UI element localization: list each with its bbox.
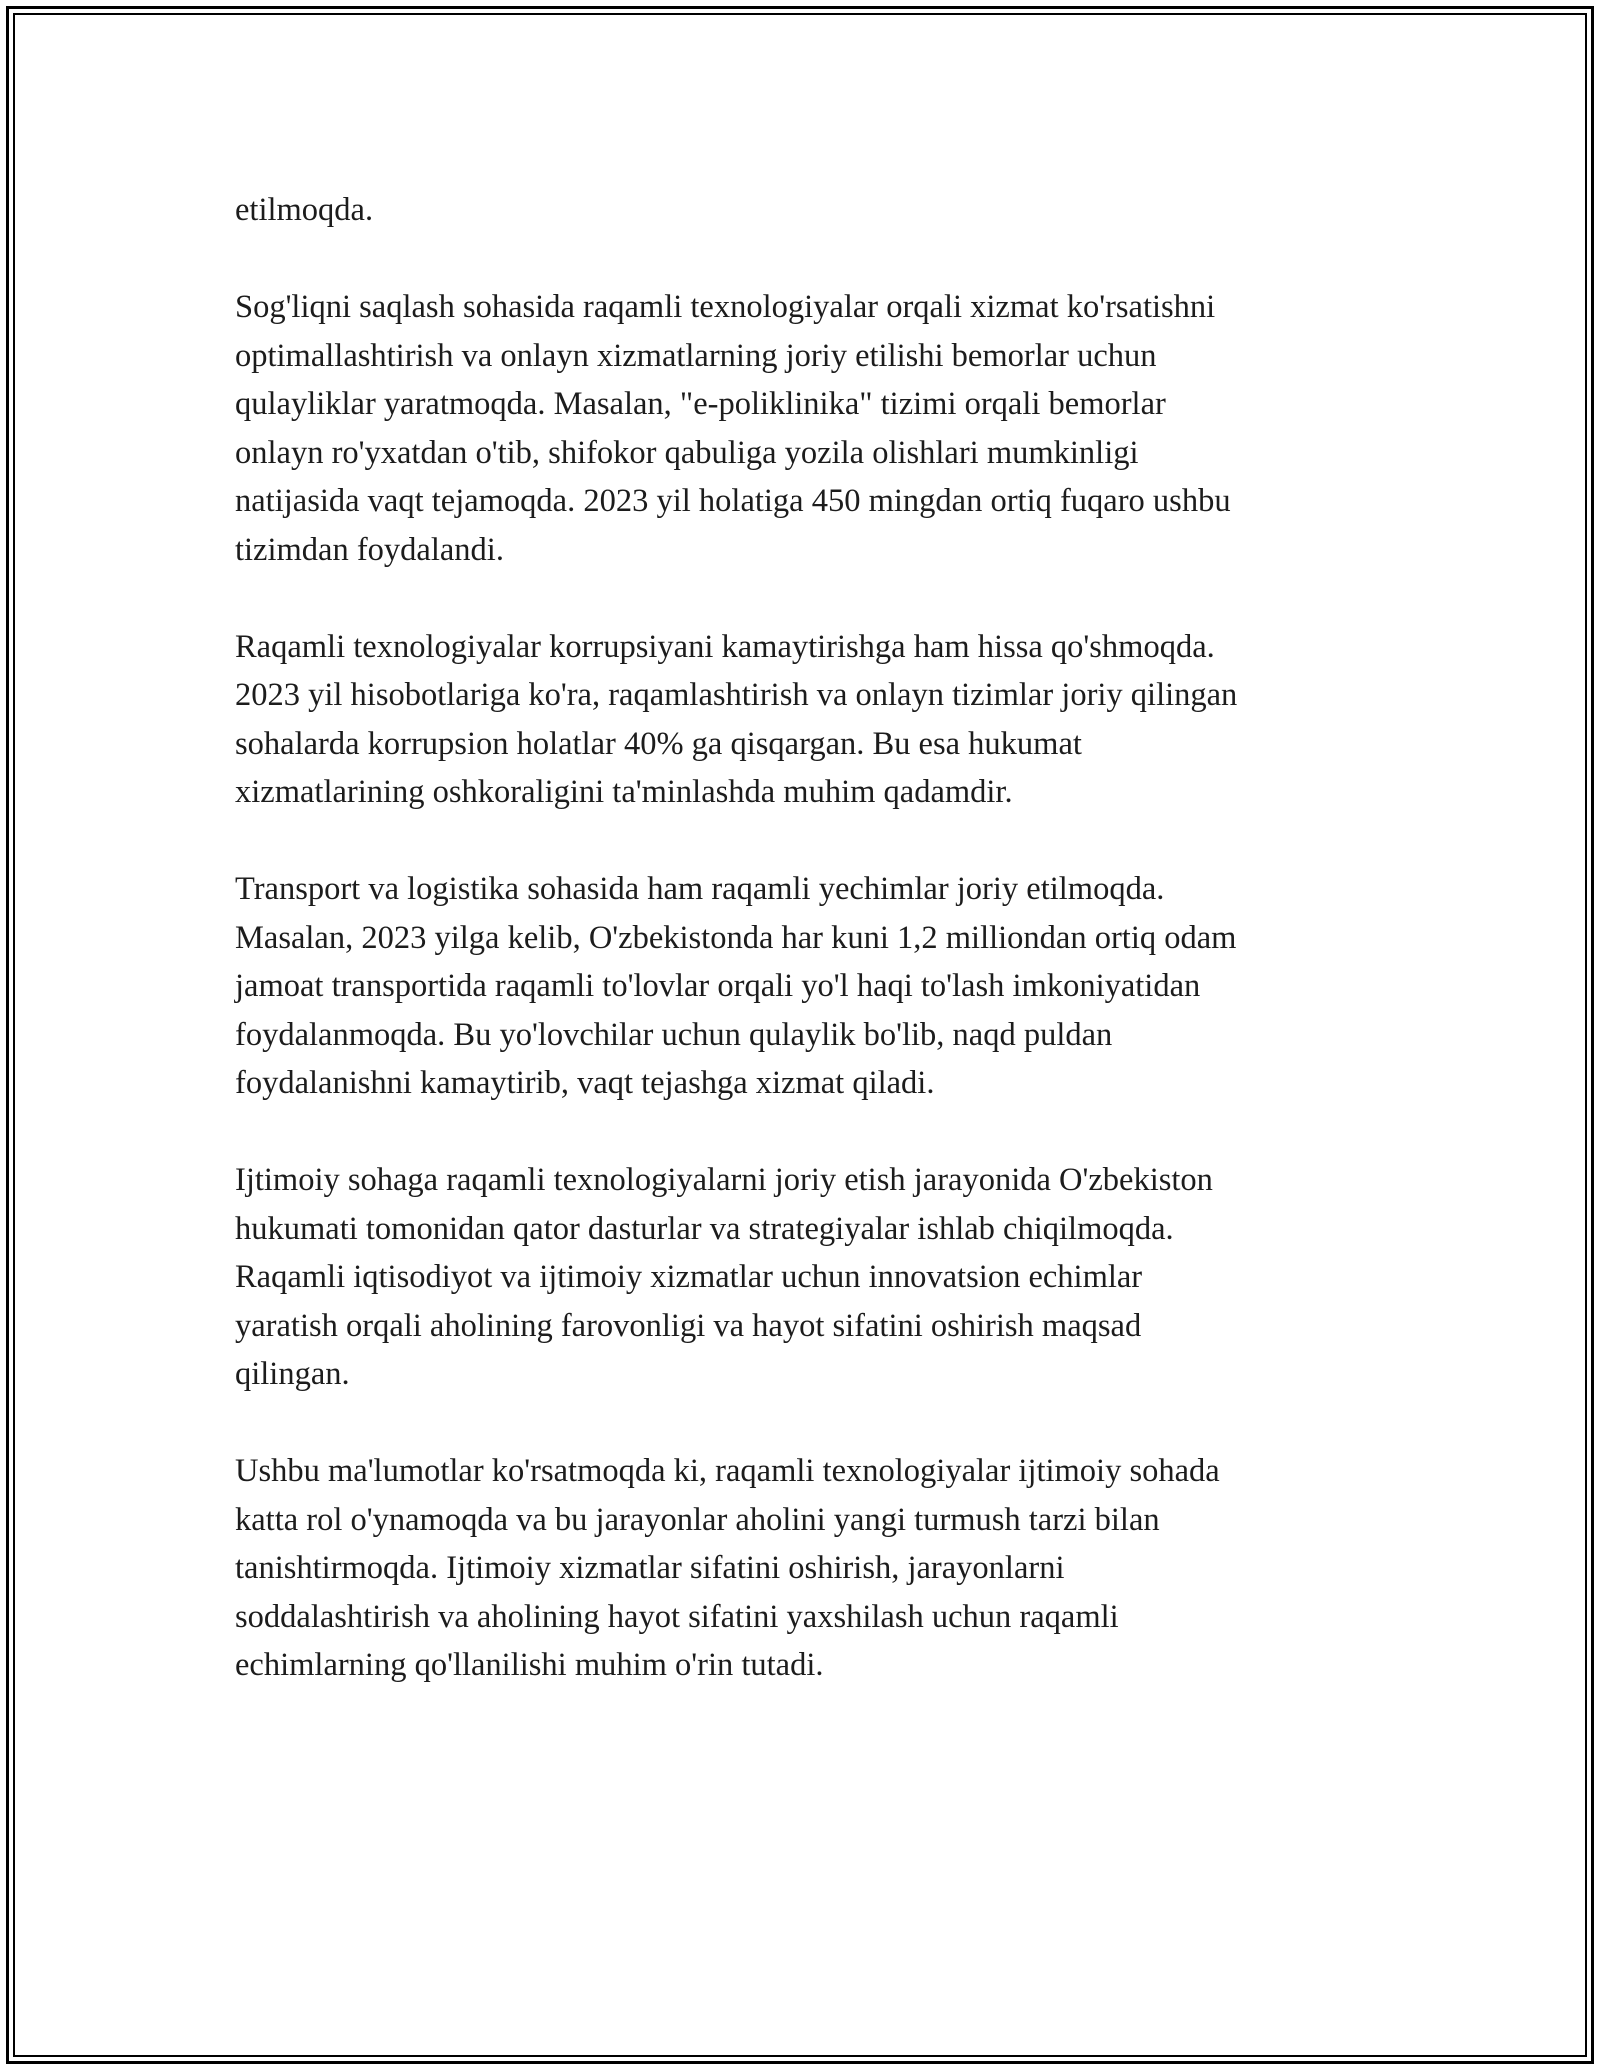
text-line: qilingan. bbox=[235, 1356, 350, 1392]
paragraph bbox=[235, 865, 1385, 1108]
text-line: Raqamli texnologiyalar korrupsiyani kamaytirishga ham hissa qo'shmoqda. bbox=[235, 628, 1215, 665]
text-line: onlayn ro'yxatdan o'tib, shifokor qabuliga yozila olishlari mumkinligi bbox=[235, 434, 1139, 471]
paragraph bbox=[235, 1447, 1385, 1690]
text-line: yaratish orqali aholining farovonligi va hayot sifatini oshirish maqsad bbox=[235, 1307, 1142, 1344]
paragraph bbox=[235, 186, 1385, 235]
paragraph bbox=[235, 623, 1385, 817]
document-body bbox=[235, 186, 1385, 1738]
text-line: 2023 yil hisobotlariga ko'ra, raqamlashtirish va onlayn tizimlar joriy qilingan bbox=[235, 677, 1238, 713]
text-line: foydalanishni kamaytirib, vaqt tejashga xizmat qiladi. bbox=[235, 1065, 935, 1101]
text-line: foydalanmoqda. Bu yo'lovchilar uchun qulaylik bo'lib, naqd puldan bbox=[235, 1016, 1113, 1053]
text-line: Masalan, 2023 yilga kelib, O'zbekistonda har kuni 1,2 milliondan ortiq odam bbox=[235, 919, 1237, 956]
paragraph bbox=[235, 1156, 1385, 1399]
text-line: natijasida vaqt tejamoqda. 2023 yil holatiga 450 mingdan ortiq fuqaro ushbu bbox=[235, 483, 1231, 519]
text-line: soddalashtirish va aholining hayot sifatini yaxshilash uchun raqamli bbox=[235, 1598, 1119, 1635]
paragraph bbox=[235, 283, 1385, 574]
text-line: hukumati tomonidan qator dasturlar va strategiyalar ishlab chiqilmoqda. bbox=[235, 1210, 1174, 1247]
text-line: Ushbu ma'lumotlar ko'rsatmoqda ki, raqamli texnologiyalar ijtimoiy sohada bbox=[235, 1453, 1220, 1489]
text-line: jamoat transportida raqamli to'lovlar orqali yo'l haqi to'lash imkoniyatidan bbox=[235, 968, 1201, 1004]
text-line: Raqamli iqtisodiyot va ijtimoiy xizmatlar uchun innovatsion echimlar bbox=[235, 1259, 1143, 1295]
text-line: tanishtirmoqda. Ijtimoiy xizmatlar sifatini oshirish, jarayonlarni bbox=[235, 1550, 1065, 1586]
text-line: echimlarning qo'llanilishi muhim o'rin tutadi. bbox=[235, 1647, 824, 1683]
text-line: Sog'liqni saqlash sohasida raqamli texnologiyalar orqali xizmat ko'rsatishni bbox=[235, 289, 1216, 325]
text-line: katta rol o'ynamoqda va bu jarayonlar aholini yangi turmush tarzi bilan bbox=[235, 1501, 1160, 1538]
text-line: qulayliklar yaratmoqda. Masalan, "e-poliklinika" tizimi orqali bemorlar bbox=[235, 386, 1166, 422]
text-line: etilmoqda. bbox=[235, 192, 374, 228]
text-line: optimallashtirish va onlayn xizmatlarning joriy etilishi bemorlar uchun bbox=[235, 337, 1157, 374]
text-line: xizmatlarining oshkoraligini ta'minlashda muhim qadamdir. bbox=[235, 774, 1013, 810]
text-line: tizimdan foydalandi. bbox=[235, 531, 504, 568]
text-line: sohalarda korrupsion holatlar 40% ga qisqargan. Bu esa hukumat bbox=[235, 725, 1082, 762]
text-line: Transport va logistika sohasida ham raqamli yechimlar joriy etilmoqda. bbox=[235, 871, 1165, 907]
text-line: Ijtimoiy sohaga raqamli texnologiyalarni joriy etish jarayonida O'zbekiston bbox=[235, 1162, 1213, 1198]
